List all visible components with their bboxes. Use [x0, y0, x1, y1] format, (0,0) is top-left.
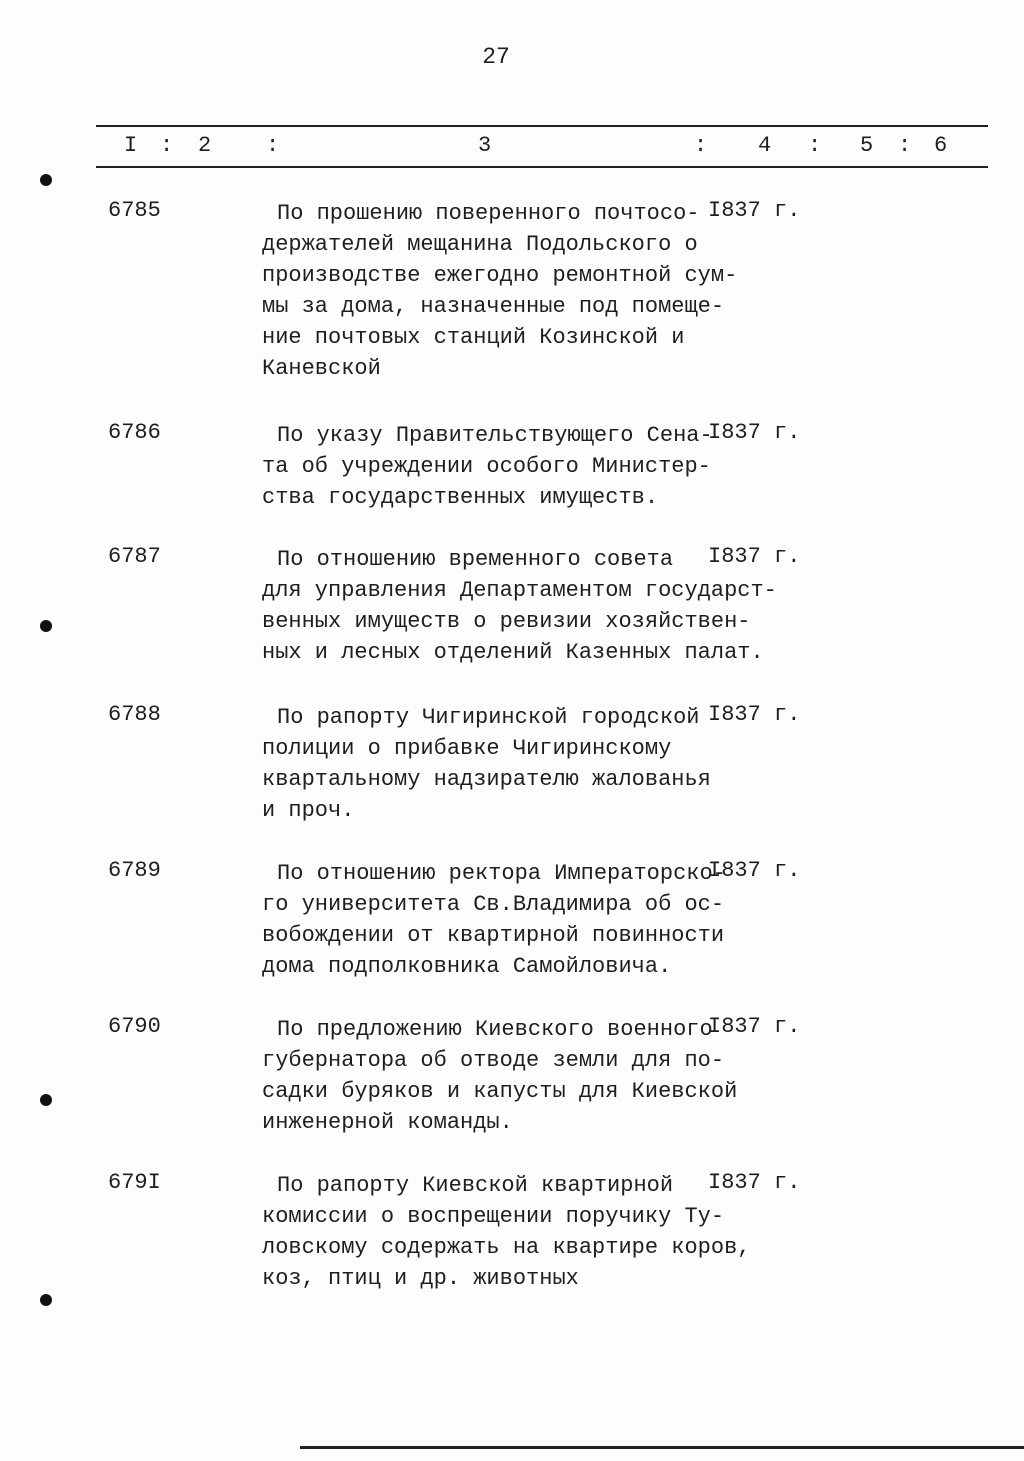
entry-number: 6788	[108, 702, 161, 727]
description-line: держателей мещанина Подольского о	[262, 232, 698, 257]
page-number: 27	[482, 44, 510, 70]
description-line: коз, птиц и др. животных	[262, 1266, 579, 1291]
entry-description	[262, 702, 732, 826]
punch-hole	[40, 174, 52, 186]
description-line: для управления Департаментом государст-	[262, 578, 777, 603]
entry-description	[262, 858, 732, 982]
description-line: По отношению ректора Императорско-	[277, 861, 726, 886]
description-line: венных имуществ о ревизии хозяйствен-	[262, 609, 751, 634]
entry-number: 6787	[108, 544, 161, 569]
description-line: инженерной команды.	[262, 1110, 513, 1135]
description-line: По прошению поверенного почтосо-	[277, 201, 700, 226]
entry-description	[262, 420, 732, 513]
bottom-edge-line	[300, 1446, 1024, 1449]
entry-description	[262, 1170, 751, 1294]
header-separator: :	[808, 133, 822, 158]
header-separator: :	[898, 133, 912, 158]
description-line: ловскому содержать на квартире коров,	[262, 1235, 751, 1260]
punch-hole	[40, 1294, 52, 1306]
entry-year: I837 г.	[708, 1014, 801, 1039]
header-top-rule	[96, 125, 988, 127]
entry-number: 6785	[108, 198, 161, 223]
description-line: По предложению Киевского военного	[277, 1017, 713, 1042]
description-line: вобождении от квартирной повинности	[262, 923, 725, 948]
entry-description	[262, 1014, 738, 1138]
description-line: По рапорту Киевской квартирной	[277, 1173, 674, 1198]
description-line: полиции о прибавке Чигиринскому	[262, 736, 672, 761]
header-col-6: 6	[934, 133, 948, 158]
description-line: ных и лесных отделений Казенных палат.	[262, 640, 764, 665]
description-line: та об учреждении особого Министер-	[262, 454, 711, 479]
header-col-5: 5	[860, 133, 874, 158]
description-line: дома подполковника Самойловича.	[262, 954, 672, 979]
header-separator: :	[266, 133, 280, 158]
header-separator: :	[694, 133, 708, 158]
entry-year: I837 г.	[708, 420, 801, 445]
description-line: ства государственных имуществ.	[262, 485, 659, 510]
entry-number: 6786	[108, 420, 161, 445]
entry-number: 6789	[108, 858, 161, 883]
punch-hole	[40, 1094, 52, 1106]
header-col-4: 4	[758, 133, 772, 158]
entry-number: 6790	[108, 1014, 161, 1039]
entry-year: I837 г.	[708, 702, 801, 727]
entry-year: I837 г.	[708, 1170, 801, 1195]
entry-year: I837 г.	[708, 858, 801, 883]
description-line: губернатора об отводе земли для по-	[262, 1048, 725, 1073]
header-col-3: 3	[478, 133, 492, 158]
header-separator: :	[160, 133, 174, 158]
entry-number: 679I	[108, 1170, 161, 1195]
description-line: По указу Правительствующего Сена-	[277, 423, 713, 448]
description-line: производстве ежегодно ремонтной сум-	[262, 263, 738, 288]
description-line: садки буряков и капусты для Киевской	[262, 1079, 738, 1104]
description-line: Каневской	[262, 356, 381, 381]
header-col-2: 2	[198, 133, 212, 158]
description-line: го университета Св.Владимира об ос-	[262, 892, 725, 917]
description-line: мы за дома, назначенные под помеще-	[262, 294, 725, 319]
description-line: квартальному надзирателю жалованья	[262, 767, 711, 792]
description-line: ние почтовых станций Козинской и	[262, 325, 685, 350]
entry-description	[262, 198, 738, 384]
description-line: и проч.	[262, 798, 355, 823]
description-line: комиссии о воспрещении поручику Ту-	[262, 1204, 725, 1229]
header-col-1: I	[124, 133, 138, 158]
entry-year: I837 г.	[708, 198, 801, 223]
description-line: По рапорту Чигиринской городской	[277, 705, 700, 730]
description-line: По отношению временного совета	[277, 547, 674, 572]
punch-hole	[40, 620, 52, 632]
header-bottom-rule	[96, 166, 988, 168]
entry-year: I837 г.	[708, 544, 801, 569]
